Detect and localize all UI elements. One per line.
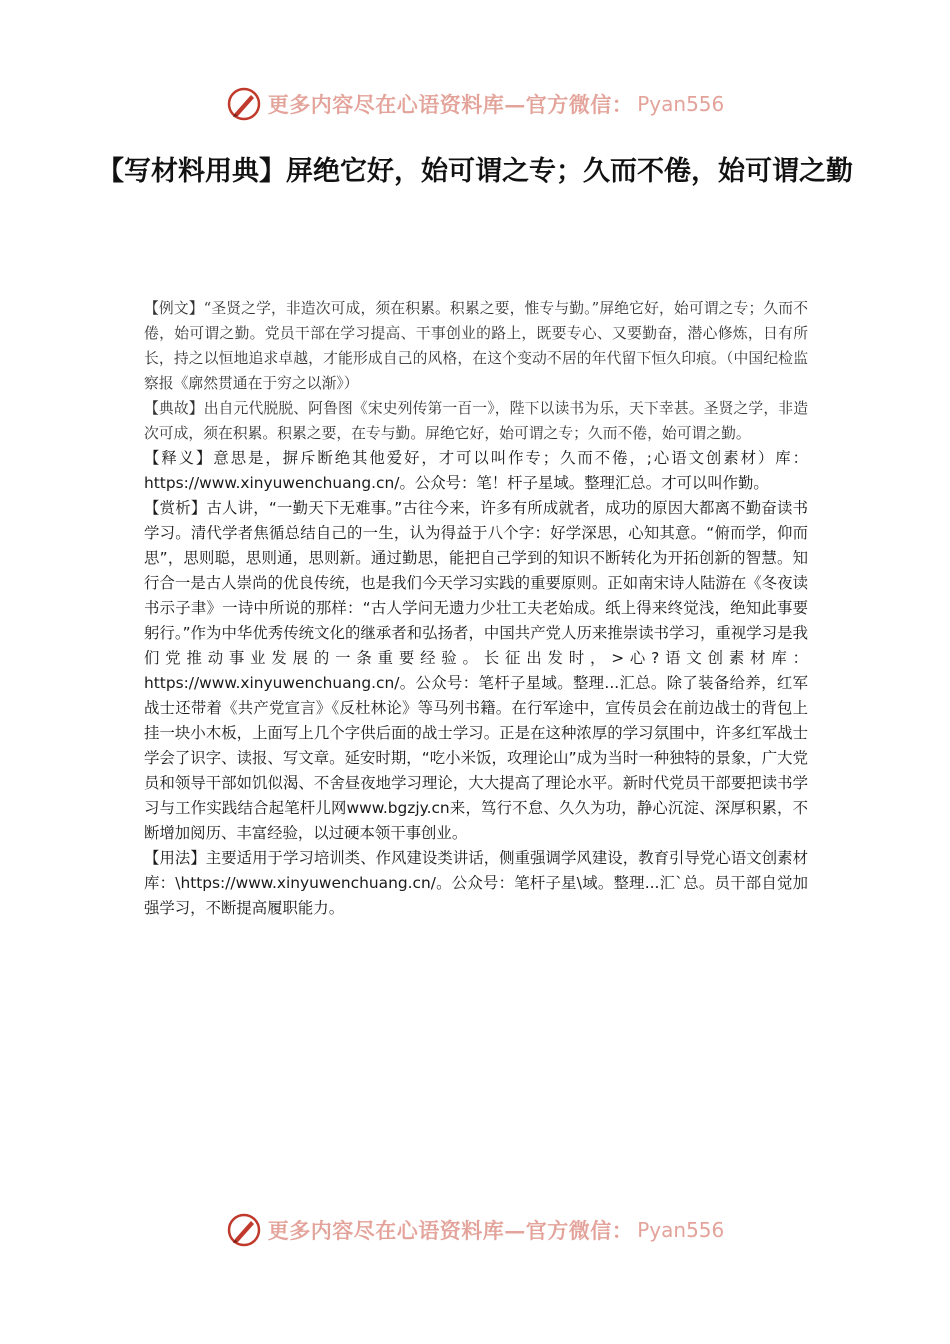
banner-wechat-id: Pyan556 [637, 1218, 725, 1242]
section-source [144, 396, 808, 446]
section-label: 【例文】 [144, 300, 204, 317]
section-text: 古人讲，“一勤天下无难事。”古往今来，许多有所成就者，成功的原因大都离不勤奋读书学习。清代学者焦循总结自己的一生，认为得益于八个字：好学深思，心知其意。“俯而学，仰而思”，思则聪，思则通，思则新。通过勤思，能把自己学到的知识不断转化为开拓创新的智慧。知行合一是古人崇尚的优良传统，也是我们今天学习实践的重要原则。正如南宋诗人陆游在《冬夜读书示子聿》一诗中所说的那样：“古人学问无遗力少壮工夫老始成。纸上得来终觉浅，绝知此事要躬行。”作为中华优秀传统文化的继承者和弘扬者，中国共产党人历来推崇读书学习，重视学习是我们党推动事业发展的一条重要经验。长征出发时，>心?语文创素材库：https://www.xinyuwenchuang.cn/。公众号：笔杆子星域。整理...汇总。除了装备给养，红军战士还带着《共产党宣言》《反杜林论》等马列书籍。在行军途中，宣传员会在前边战士的背包上挂一块小木板，上面写上几个字供后面的战士学习。正是在这种浓厚的学习氛围中，许多红军战士学会了识字、读报、写文章。延安时期，“吃小米饭，攻理论山”成为当时一种独特的景象，广大党员和领导干部如饥似渴、不舍昼夜地学习理论，大大提高了理论水平。新时代党员干部要把读书学习与工作实践结合起笔杆儿网www.bgzjy.cn来，笃行不怠、久久为功，静心沉淀、深厚积累，不断增加阅历、丰富经验，以过硬本领干事创业。 [144, 499, 808, 842]
banner-wechat-id: Pyan556 [637, 92, 725, 116]
pen-logo-icon [226, 86, 262, 122]
banner-text: 更多内容尽在心语资料库—官方微信： [267, 1218, 634, 1243]
section-text: 意思是，摒斥断绝其他爱好，才可以叫作专；久而不倦，;心语文创素材）库：https://www.xinyuwenchuang.cn/。公众号：笔！杆子星域。整理汇总。才可以叫作勤。 [144, 449, 808, 492]
footer-banner [0, 1210, 950, 1250]
pen-logo-icon [226, 1212, 262, 1248]
header-banner [0, 84, 950, 124]
banner-text: 更多内容尽在心语资料库—官方微信： [267, 92, 634, 117]
page-title: 【写材料用典】屏绝它好，始可谓之专；久而不倦，始可谓之勤 [97, 156, 853, 187]
section-text: 出自元代脱脱、阿鲁图《宋史列传第一百一》，陛下以读书为乐，天下幸甚。圣贤之学，非造次可成，须在积累。积累之要，在专与勤。屏绝它好，始可谓之专；久而不倦，始可谓之勤。 [144, 400, 808, 442]
section-meaning [144, 446, 808, 496]
section-label: 【赏析】 [144, 499, 207, 517]
section-label: 【用法】 [144, 849, 206, 867]
section-appreciation [144, 496, 808, 846]
document-body [144, 296, 808, 921]
section-label: 【释义】 [144, 449, 214, 467]
section-label: 【典故】 [144, 400, 204, 417]
section-example [144, 296, 808, 396]
section-usage [144, 846, 808, 921]
section-text: 主要适用于学习培训类、作风建设类讲话，侧重强调学风建设，教育引导党心语文创素材库：\https://www.xinyuwenchuang.cn/。公众号：笔杆子星\域。整理...汇`总。员干部自觉加强学习，不断提高履职能力。 [144, 849, 808, 917]
section-text: “圣贤之学，非造次可成，须在积累。积累之要，惟专与勤。”屏绝它好，始可谓之专；久而不倦，始可谓之勤。党员干部在学习提高、干事创业的路上，既要专心、又要勤奋，潜心修炼，日有所长，持之以恒地追求卓越，才能形成自己的风格，在这个变动不居的年代留下恒久印痕。（中国纪检监察报《廓然贯通在于穷之以渐》） [144, 300, 808, 392]
